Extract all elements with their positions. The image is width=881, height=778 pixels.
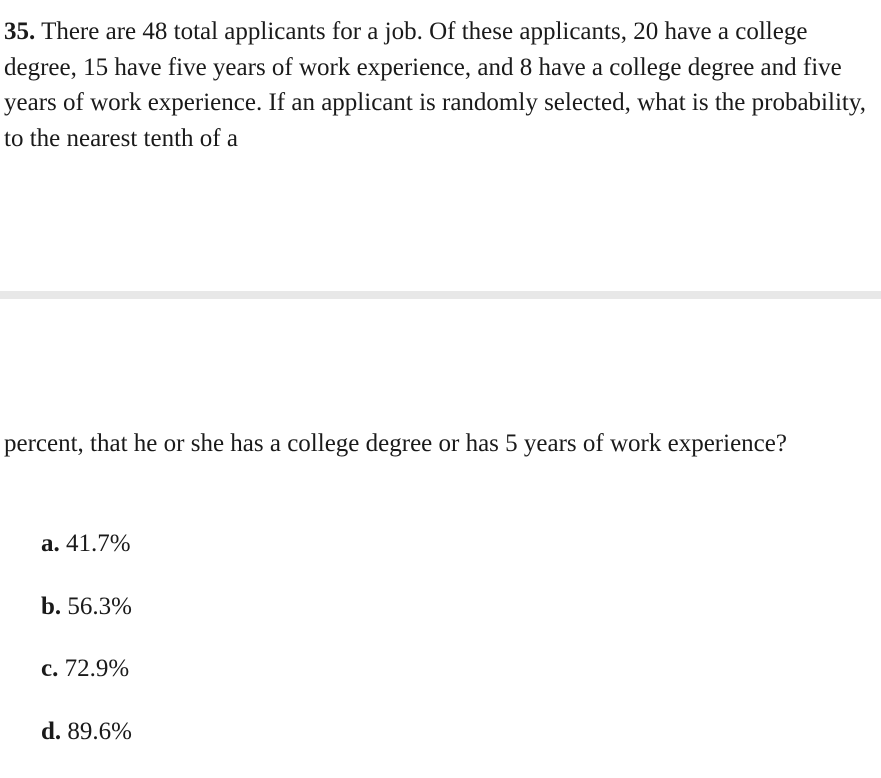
question-number: 35. — [4, 18, 36, 45]
option-letter: b. — [41, 592, 62, 620]
answer-option-a[interactable] — [41, 528, 132, 560]
answer-option-c[interactable] — [41, 653, 132, 685]
option-value: 89.6% — [67, 717, 132, 745]
option-value: 41.7% — [66, 530, 131, 557]
page-divider — [0, 291, 881, 299]
question-text-part2: percent, that he or she has a college degree or has 5 years of work experience? — [4, 430, 787, 457]
question-text-part1 — [4, 14, 874, 156]
question-body-part1: There are 48 total applicants for a job. Of these applicants, 20 have a college degree, 15 have five years of work experience, and 8 have a college degree and five years of work experience. If an applicant is randomly selected, what is the probability, to the nearest tenth of a — [4, 18, 866, 152]
option-value: 56.3% — [67, 592, 132, 620]
option-letter: a. — [41, 530, 60, 557]
answer-option-b[interactable] — [41, 591, 132, 623]
option-letter: d. — [41, 717, 62, 745]
answer-options-list — [41, 528, 132, 778]
answer-option-d[interactable] — [41, 716, 132, 748]
option-value: 72.9% — [64, 655, 130, 682]
option-letter: c. — [41, 655, 59, 682]
